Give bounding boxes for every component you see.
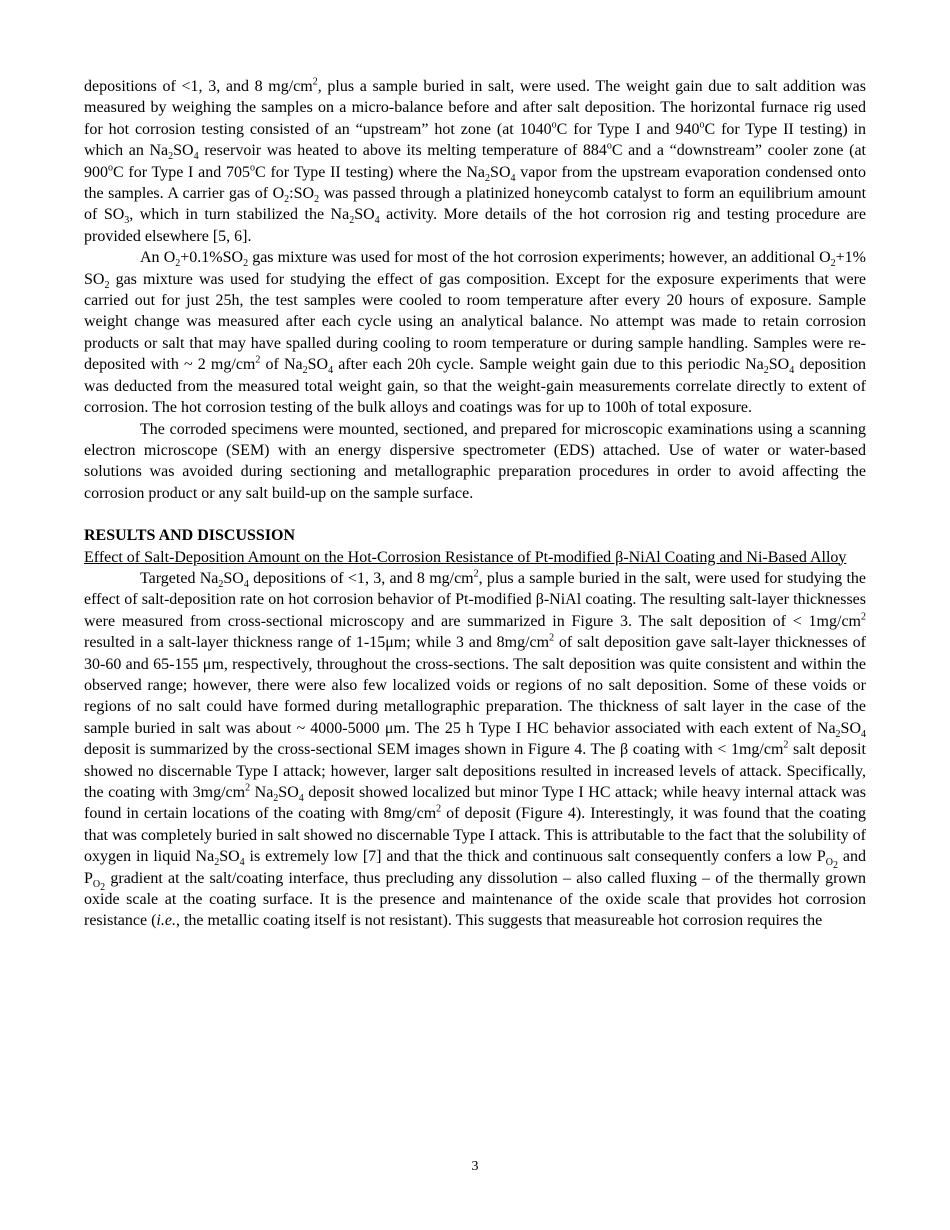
- paragraph-gas-mixture: An $O_2+0.1\%SO_2$ gas mixture was used for most of the hot corrosion experiments; however, an additional $O_2+1\%$ $SO_2$ gas mixture was used for studying the effect of gas composition. Except for the exposure experiments that were carried out for just 25h, the test samples were cooled to room temperature after every 20 hours of exposure. Sample weight change was measured after each cycle using an analytical balance. No attempt was made to retain corrosion products or salt that may have spalled during cooling to room temperature or during sample handling. Samples were re-deposited with ~ 2 $mg/cm^2$ of $Na_2SO_4$ after each 20h cycle. Sample weight gain due to this periodic $Na_2SO_4$ deposition was deducted from the measured total weight gain, so that the weight-gain measurements correlate directly to extent of corrosion. The hot corrosion testing of the bulk alloys and coatings was for up to 100h of total exposure.: [84, 249, 867, 417]
- body-text: [84, 76, 866, 932]
- paragraph-salt-deposition-method: depositions of <1, 3, and 8 $mg/cm^2$, plus a sample buried in salt, were used. The weight gain due to salt addition was measured by weighing the samples on a micro-balance before and after salt deposition. The horizontal furnace rig used for hot corrosion testing consisted of an “upstream” hot zone (at 1040$^o$C for Type I and 940$^o$C for Type II testing) in which an $Na_2SO_4$ reservoir was heated to above its melting temperature of 884$^o$C and a “downstream” cooler zone (at 900$^o$C for Type I and 705$^o$C for Type II testing) where the $Na_2SO_4$ vapor from the upstream evaporation condensed onto the samples. A carrier gas of $O_2:SO_2$ was passed through a platinized honeycomb catalyst to form an equilibrium amount of $SO_3$, which in turn stabilized the $Na_2SO_4$ activity. More details of the hot corrosion rig and testing procedure are provided elsewhere [5, 6].: [84, 76, 867, 245]
- section-heading: RESULTS AND DISCUSSION: [84, 527, 296, 545]
- page-number: 3: [471, 1159, 479, 1174]
- paragraph-salt-deposition-results: Targeted $Na_2SO_4$ depositions of <1, 3, and 8 $mg/cm^2$, plus a sample buried in the salt, were used for studying the effect of salt-deposition rate on hot corrosion behavior of Pt-modified β-NiAl coating. The resulting salt-layer thicknesses were measured from cross-sectional microscopy and are summarized in Figure 3. The salt deposition of < $1mg/cm^2$ resulted in a salt-layer thickness range of 1-15μm; while 3 and $8mg/cm^2$ of salt deposition gave salt-layer thicknesses of 30-60 and 65-155 μm, respectively, throughout the cross-sections. The salt deposition was quite consistent and within the observed range; however, there were also few localized voids or regions of no salt deposition. Some of these voids or regions of no salt could have formed during metallographic preparation. The thickness of salt layer in the case of the sample buried in salt was about ~ 4000-5000 μm. The 25 h Type I HC behavior associated with each extent of $Na_2SO_4$ deposit is summarized by the cross-sectional SEM images shown in Figure 4. The β coating with < $1mg/cm^2$ salt deposit showed no discernable Type I attack; however, larger salt depositions resulted in increased levels of attack. Specifically, the coating with $3mg/cm^2$ $Na_2SO_4$ deposit showed localized but minor Type I HC attack; while heavy internal attack was found in certain locations of the coating with $8mg/cm^2$ of deposit (Figure 4). Interestingly, it was found that the coating that was completely buried in salt showed no discernable Type I attack. This is attributable to the fact that the solubility of oxygen in liquid $Na_2SO_4$ is extremely low [7] and that the thick and continuous salt consequently confers a low $P_{O_2}$ and $P_{O_2}$ gradient at the salt/coating interface, thus precluding any dissolution – also called fluxing – of the thermally grown oxide scale at the coating surface. It is the presence and maintenance of the oxide scale that provides hot corrosion resistance (i.e., the metallic coating itself is not resistant). This suggests that measureable hot corrosion requires the: [84, 568, 867, 930]
- subsection-heading: Effect of Salt-Deposition Amount on the Hot-Corrosion Resistance of Pt-modified β-NiAl Coating and Ni-Based Alloy: [84, 548, 847, 566]
- paragraph-specimen-preparation: The corroded specimens were mounted, sectioned, and prepared for microscopic examinations using a scanning electron microscope (SEM) with an energy dispersive spectrometer (EDS) attached. Use of water or water-based solutions was avoided during sectioning and metallographic preparation procedures in order to avoid affecting the corrosion product or any salt build-up on the sample surface.: [84, 420, 866, 502]
- section-spacer: [84, 504, 866, 525]
